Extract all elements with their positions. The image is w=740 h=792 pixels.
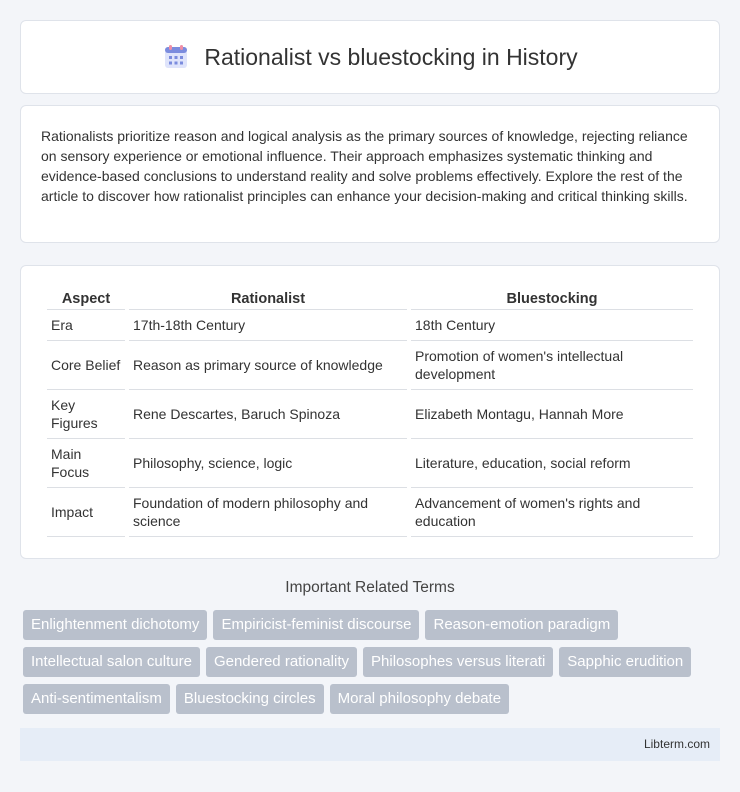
- tag-sapphic-erudition[interactable]: Sapphic erudition: [559, 647, 691, 677]
- title-card: [20, 20, 720, 94]
- cell-rationalist: Rene Descartes, Baruch Spinoza: [129, 390, 407, 439]
- cell-aspect: Core Belief: [47, 341, 125, 390]
- tag-anti-sentimentalism[interactable]: Anti-sentimentalism: [23, 684, 170, 714]
- cell-bluestocking: Advancement of women's rights and education: [411, 488, 693, 537]
- related-terms-tags: [20, 610, 720, 714]
- tag-philosophes-versus-literati[interactable]: Philosophes versus literati: [363, 647, 553, 677]
- header-bluestocking: Bluestocking: [411, 286, 693, 310]
- table-row: [47, 439, 693, 488]
- cell-bluestocking: Literature, education, social reform: [411, 439, 693, 488]
- tag-moral-philosophy-debate[interactable]: Moral philosophy debate: [330, 684, 509, 714]
- table-row: [47, 310, 693, 341]
- cell-rationalist: Philosophy, science, logic: [129, 439, 407, 488]
- tag-bluestocking-circles[interactable]: Bluestocking circles: [176, 684, 324, 714]
- cell-bluestocking: Elizabeth Montagu, Hannah More: [411, 390, 693, 439]
- page-title: Rationalist vs bluestocking in History: [204, 43, 578, 70]
- comparison-card: [20, 265, 720, 559]
- cell-aspect: Key Figures: [47, 390, 125, 439]
- tag-enlightenment-dichotomy[interactable]: Enlightenment dichotomy: [23, 610, 207, 640]
- table-row: [47, 488, 693, 537]
- table-row: [47, 390, 693, 439]
- cell-aspect: Main Focus: [47, 439, 125, 488]
- footer-site-link[interactable]: Libterm.com: [643, 737, 710, 751]
- header-aspect: Aspect: [47, 286, 125, 310]
- table-header-row: [47, 286, 693, 310]
- intro-card: [20, 105, 720, 243]
- cell-aspect: Era: [47, 310, 125, 341]
- intro-paragraph: Rationalists prioritize reason and logical analysis as the primary sources of knowledge, rejecting reliance on sensory experience or emotional influence. Their approach emphasizes systematic thinking and evidence-based conclusions to understand reality and solve problems effectively. Explore the rest of the article to discover how rationalist principles can enhance your decision-making and critical thinking skills.: [41, 128, 688, 204]
- tag-empiricist-feminist-discourse[interactable]: Empiricist-feminist discourse: [213, 610, 419, 640]
- tag-gendered-rationality[interactable]: Gendered rationality: [206, 647, 357, 677]
- cell-rationalist: 17th-18th Century: [129, 310, 407, 341]
- calendar-icon: [162, 43, 190, 71]
- cell-rationalist: Foundation of modern philosophy and science: [129, 488, 407, 537]
- cell-aspect: Impact: [47, 488, 125, 537]
- related-terms-title: Important Related Terms: [285, 579, 455, 596]
- header-rationalist: Rationalist: [129, 286, 407, 310]
- table-row: [47, 341, 693, 390]
- cell-rationalist: Reason as primary source of knowledge: [129, 341, 407, 390]
- tag-reason-emotion-paradigm[interactable]: Reason-emotion paradigm: [425, 610, 618, 640]
- tag-intellectual-salon-culture[interactable]: Intellectual salon culture: [23, 647, 200, 677]
- related-terms-section: [20, 579, 720, 714]
- comparison-table: [43, 286, 697, 537]
- cell-bluestocking: 18th Century: [411, 310, 693, 341]
- footer: [20, 728, 720, 761]
- cell-bluestocking: Promotion of women's intellectual development: [411, 341, 693, 390]
